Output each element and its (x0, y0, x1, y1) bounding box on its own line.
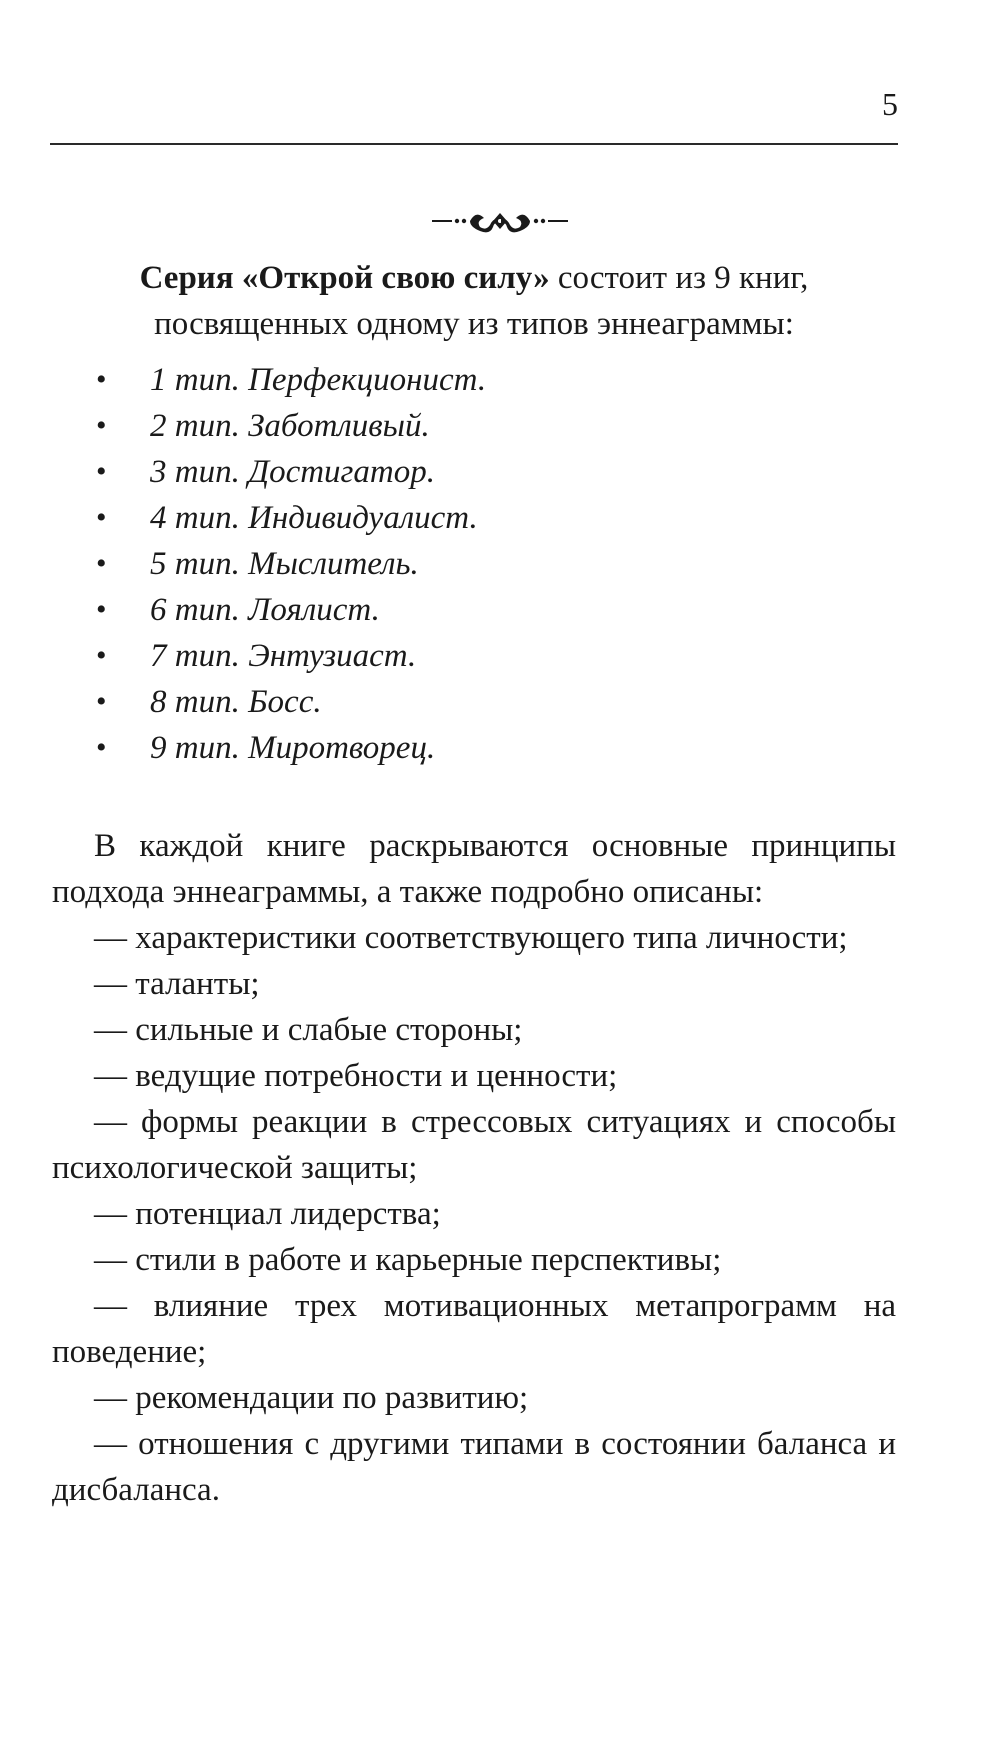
header-rule (50, 143, 898, 145)
list-item (52, 403, 896, 449)
page-content (52, 255, 896, 1513)
list-item: — формы реакции в стрессовых ситуациях и способы психологической защиты; (52, 1104, 896, 1186)
list-item (52, 587, 896, 633)
type-label: 2 тип. Заботливый. (150, 408, 430, 444)
type-label: 3 тип. Достигатор. (150, 454, 436, 490)
bullet-icon: • (96, 501, 107, 534)
bullet-icon: • (96, 685, 107, 718)
list-item: — рекомендации по развитию; (94, 1380, 529, 1416)
series-title: Серия «Открой свою силу» (139, 260, 550, 296)
type-label: 9 тип. Миротворец. (150, 730, 436, 766)
type-label: 4 тип. Индивидуалист. (150, 500, 478, 536)
list-item: — характеристики соответствующего типа личности; (94, 920, 848, 956)
list-item (52, 633, 896, 679)
type-label: 8 тип. Босс. (150, 684, 322, 720)
type-label: 5 тип. Мыслитель. (150, 546, 419, 582)
list-item: — стили в работе и карьерные перспективы; (94, 1242, 722, 1278)
list-item: — таланты; (94, 966, 260, 1002)
list-item (52, 725, 896, 771)
list-item: — ведущие потребности и ценности; (94, 1058, 618, 1094)
list-item: — потенциал лидерства; (94, 1196, 441, 1232)
bullet-icon: • (96, 547, 107, 580)
list-item (52, 449, 896, 495)
bullet-icon: • (96, 409, 107, 442)
type-label: 6 тип. Лоялист. (150, 592, 380, 628)
bullet-icon: • (96, 455, 107, 488)
series-description: состоит из 9 книг, посвященных одному из типов эннеаграммы: (154, 260, 809, 342)
series-intro (52, 255, 896, 347)
list-item: — отношения с другими типами в состоянии баланса и дисбаланса. (52, 1426, 896, 1508)
decorative-ornament-icon (0, 206, 1000, 238)
list-item (52, 357, 896, 403)
described-topics-list (52, 915, 896, 1513)
page-number: 5 (882, 86, 898, 122)
enneagram-types-list (52, 357, 896, 771)
list-item: — сильные и слабые стороны; (94, 1012, 523, 1048)
type-label: 7 тип. Энтузиаст. (150, 638, 417, 674)
bullet-icon: • (96, 593, 107, 626)
bullet-icon: • (96, 731, 107, 764)
list-item (52, 495, 896, 541)
list-item: — влияние трех мотивационных метапрограмм на поведение; (52, 1288, 896, 1370)
bullet-icon: • (96, 639, 107, 672)
list-item (52, 679, 896, 725)
type-label: 1 тип. Перфекционист. (150, 362, 487, 398)
bullet-icon: • (96, 363, 107, 396)
body-paragraph: В каждой книге раскрываются основные принципы подхода эннеаграммы, а также подробно описаны: (52, 828, 896, 910)
list-item (52, 541, 896, 587)
